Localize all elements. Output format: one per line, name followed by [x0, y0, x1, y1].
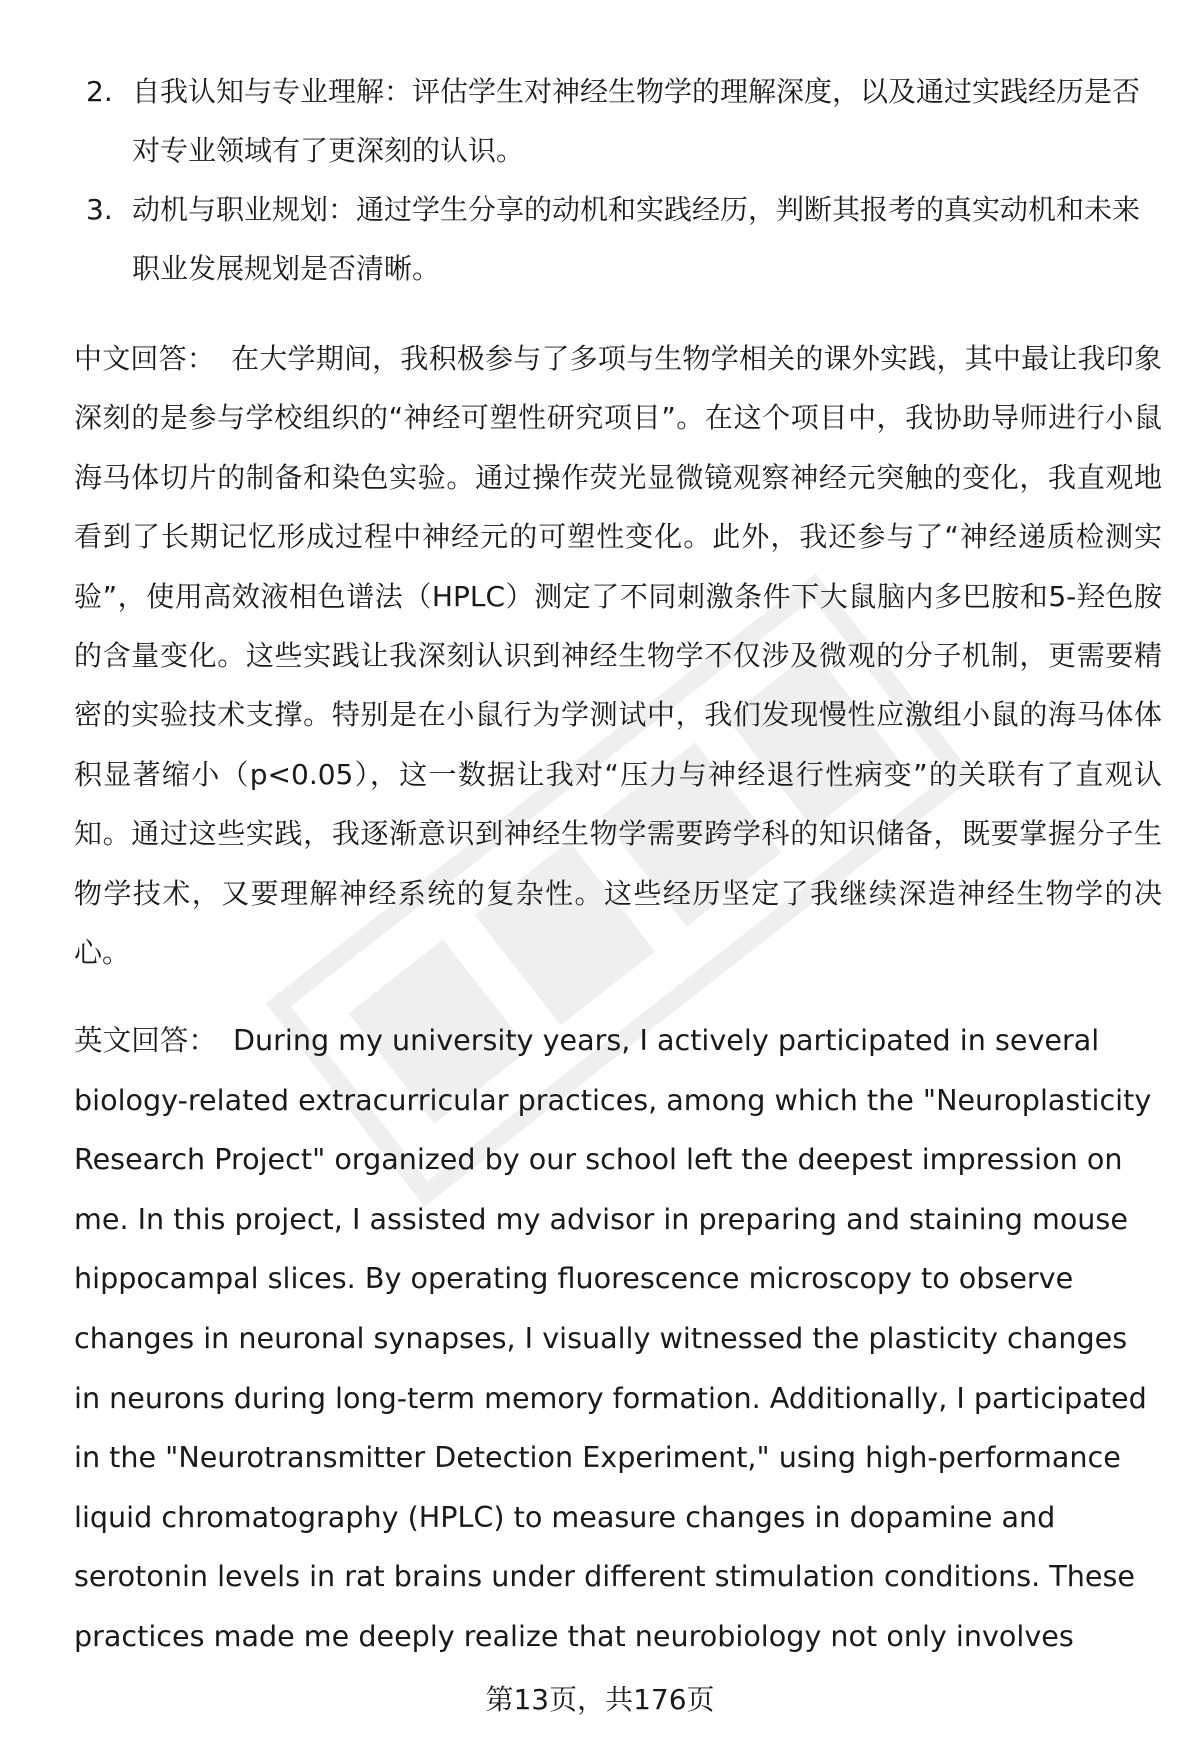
list-item-number: 3. [86, 193, 113, 226]
english-answer-text: During my university years, I actively participated in several biology-related extracurricular practices, among which the "Neuroplasticity Research Project" organized by our school left the deepest impression on me. In this project, I assisted my advisor in preparing and staining mouse hippocampal slices. By operating fluorescence microscopy to observe changes in neuronal synapses, I visually witnessed the plasticity changes in neurons during long-term memory formation. Additionally, I participated in the "Neurotransmitter Detection Experiment," using high-performance liquid chromatography (HPLC) to measure changes in dopamine and serotonin levels in rat brains under different stimulation conditions. These practices made me deeply realize that neurobiology not only involves [74, 1023, 1152, 1653]
numbered-list [74, 62, 1160, 298]
list-item-text: 自我认知与专业理解：评估学生对神经生物学的理解深度，以及通过实践经历是否对专业领域有了更深刻的认识。 [132, 75, 1141, 167]
list-item [74, 180, 1160, 298]
english-answer-label: 英文回答： [74, 1023, 217, 1057]
list-item [74, 62, 1160, 180]
chinese-answer-paragraph [74, 329, 1162, 982]
list-item-number: 2. [86, 75, 113, 108]
chinese-answer-text: 在大学期间，我积极参与了多项与生物学相关的课外实践，其中最让我印象深刻的是参与学校组织的“神经可塑性研究项目”。在这个项目中，我协助导师进行小鼠海马体切片的制备和染色实验。通过操作荧光显微镜观察神经元突触的变化，我直观地看到了长期记忆形成过程中神经元的可塑性变化。此外，我还参与了“神经递质检测实验”，使用高效液相色谱法（HPLC）测定了不同刺激条件下大鼠脑内多巴胺和5-羟色胺的含量变化。这些实践让我深刻认识到神经生物学不仅涉及微观的分子机制，更需要精密的实验技术支撑。特别是在小鼠行为学测试中，我们发现慢性应激组小鼠的海马体体积显著缩小（p<0.05），这一数据让我对“压力与神经退行性病变”的关联有了直观认知。通过这些实践，我逐渐意识到神经生物学需要跨学科的知识储备，既要掌握分子生物学技术，又要理解神经系统的复杂性。这些经历坚定了我继续深造神经生物学的决心。 [74, 342, 1162, 970]
page-number-footer: 第13页，共176页 [485, 1683, 715, 1716]
english-answer-paragraph [74, 1011, 1162, 1667]
chinese-answer-label: 中文回答： [74, 342, 216, 375]
list-item-text: 动机与职业规划：通过学生分享的动机和实践经历，判断其报考的真实动机和未来职业发展规划是否清晰。 [132, 193, 1141, 285]
